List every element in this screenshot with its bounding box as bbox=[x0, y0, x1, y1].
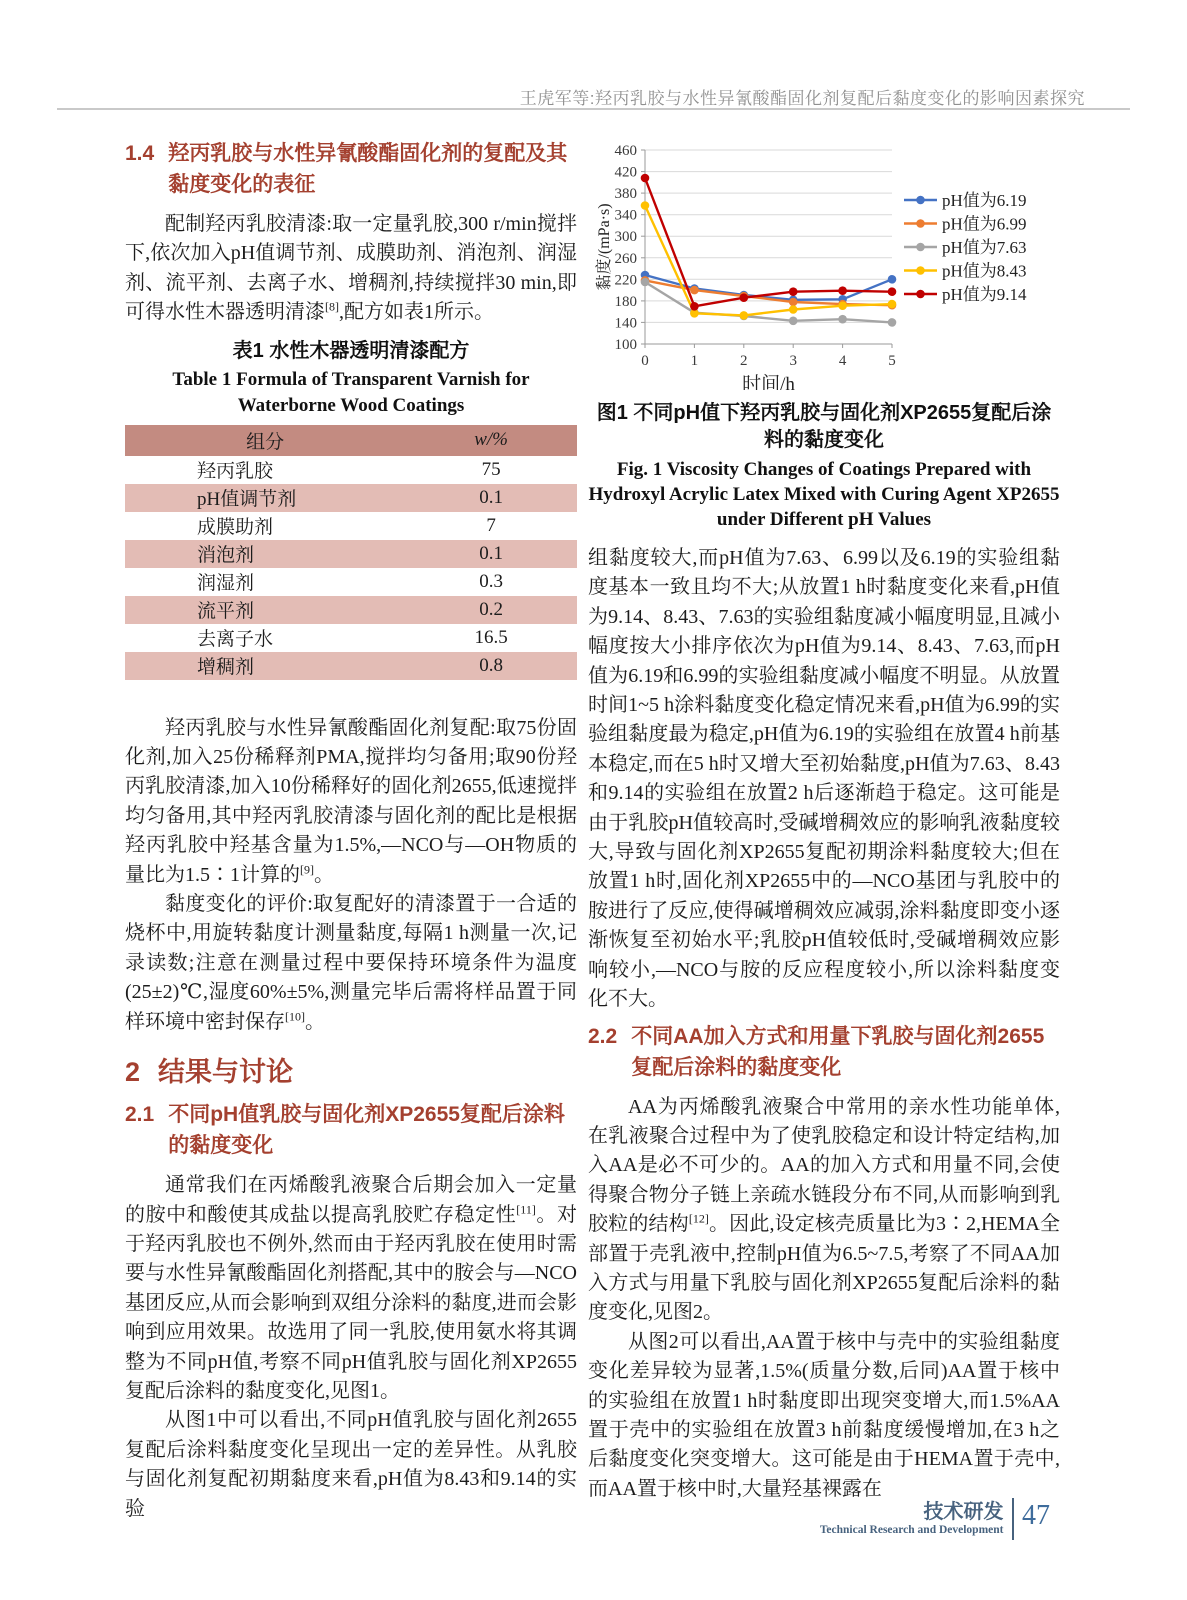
section-heading-2-1 bbox=[125, 1099, 577, 1161]
y-tick-label: 220 bbox=[614, 272, 637, 289]
x-tick-label: 2 bbox=[740, 353, 748, 369]
series-point bbox=[740, 293, 749, 302]
table-caption-en: Table 1 Formula of Transparent Varnish for Waterborne Wood Coatings bbox=[172, 368, 530, 416]
series-point bbox=[690, 302, 699, 311]
series-point bbox=[888, 300, 897, 309]
table-cell: 7 bbox=[486, 514, 496, 536]
y-tick-label: 260 bbox=[614, 250, 637, 267]
table-cell: 消泡剂 bbox=[197, 545, 255, 567]
table-cell: pH值调节剂 bbox=[197, 489, 297, 511]
section-number: 2 bbox=[125, 1057, 141, 1088]
x-tick-label: 3 bbox=[789, 353, 797, 369]
formula-table bbox=[125, 425, 577, 680]
series-point bbox=[641, 278, 650, 287]
table-body bbox=[125, 456, 577, 680]
series-point bbox=[740, 311, 749, 320]
table-cell: 16.5 bbox=[474, 626, 508, 648]
figure-1 bbox=[588, 138, 1060, 390]
table-cell: 0.1 bbox=[479, 486, 503, 508]
table-cell: 0.2 bbox=[479, 598, 503, 620]
table-cell: 成膜助剂 bbox=[197, 517, 274, 539]
section-title: 结果与讨论 bbox=[158, 1057, 294, 1088]
paragraph: 从图2可以看出,AA置于核中与壳中的实验组黏度变化差异较为显著,1.5%(质量分数,后同)AA置于核中的实验组在放置1 h时黏度即出现突变增大,而1.5%AA置于壳中的实验组在放置3 h前黏度缓慢增加,在3 h之后黏度变化突变增大。这可能是由于HEMA置于壳中,而AA置于核中时,大量羟基裸露在 bbox=[588, 1330, 1060, 1500]
x-tick-label: 4 bbox=[838, 353, 847, 369]
paragraph: AA为丙烯酸乳液聚合中常用的亲水性功能单体,在乳液聚合过程中为了使乳胶稳定和设计特定结构,加入AA是必不可少的。AA的加入方式和用量不同,会使得聚合物分子链上亲疏水链段分布不同,从而影响到乳胶粒的结构[12]。因此,设定核壳质量比为3∶2,HEMA全部置于壳乳液中,控制pH值为6.5~7.5,考察了不同AA加入方式与用量下乳胶与固化剂XP2655复配后涂料的黏度变化,见图2。 bbox=[588, 1095, 1061, 1324]
table-row bbox=[125, 624, 577, 652]
y-tick-label: 300 bbox=[614, 229, 637, 246]
page-number: 47 bbox=[1022, 1500, 1050, 1531]
series-point bbox=[789, 317, 798, 326]
legend-marker bbox=[916, 266, 925, 275]
paragraph: 通常我们在丙烯酸乳液聚合后期会加入一定量的胺中和酸使其成盐以提高乳胶贮存稳定性[11]。对于羟丙乳胶也不例外,然而由于羟丙乳胶在使用时需要与水性异氰酸酯固化剂搭配,其中的胺会与—NCO基团反应,从而会影响到双组分涂料的黏度,进而会影响到应用效果。故选用了同一乳胶,使用氨水将其调整为不同pH值,考察不同pH值乳胶与固化剂XP2655复配后涂料的黏度变化,见图1。 bbox=[125, 1174, 578, 1402]
footer bbox=[820, 1498, 1050, 1540]
right-column bbox=[588, 138, 1060, 1504]
y-tick-label: 380 bbox=[614, 186, 637, 203]
table-cell: 0.8 bbox=[479, 654, 503, 676]
section-number: 1.4 bbox=[125, 142, 155, 165]
table-cell: 羟丙乳胶 bbox=[197, 461, 274, 483]
series-point bbox=[789, 287, 798, 296]
table-row bbox=[125, 652, 577, 680]
series-point bbox=[888, 275, 897, 284]
table-cell: 增稠剂 bbox=[197, 657, 255, 679]
paragraph: 从图1中可以看出,不同pH值乳胶与固化剂2655复配后涂料黏度变化呈现出一定的差异性。从乳胶与固化剂复配初期黏度来看,pH值为8.43和9.14的实验 bbox=[125, 1409, 577, 1520]
series-point bbox=[641, 201, 650, 210]
table-row bbox=[125, 568, 577, 596]
legend-label: pH值为6.99 bbox=[942, 214, 1027, 234]
x-tick-label: 1 bbox=[690, 353, 699, 369]
series-point bbox=[888, 287, 897, 296]
table-row bbox=[125, 512, 577, 540]
table-cell: 润湿剂 bbox=[197, 573, 255, 595]
y-tick-label: 460 bbox=[614, 143, 637, 159]
table-cell: 去离子水 bbox=[197, 629, 274, 651]
paragraph: 组黏度较大,而pH值为7.63、6.99以及6.19的实验组黏度基本一致且均不大;从放置1 h时黏度变化来看,pH值为9.14、8.43、7.63的实验组黏度减小幅度明显,且减小幅度按大小排序依次为pH值为9.14、8.43、7.63,而pH值为6.19和6.99的实验组黏度减小幅度不明显。从放置时间1~5 h涂料黏度变化稳定情况来看,pH值为6.99的实验组黏度最为稳定,pH值为6.19的实验组在放置4 h前基本稳定,而在5 h时又增大至初始黏度,pH值为7.63、8.43和9.14的实验组在放置2 h后逐渐趋于稳定。这可能是由于乳胶pH值较高时,受碱增稠效应的影响乳液黏度较大,导致与固化剂XP2655复配初期涂料黏度较大;但在放置1 h时,固化剂XP2655中的—NCO基团与乳胶中的胺进行了反应,使得碱增稠效应减弱,涂料黏度即变小逐渐恢复至初始水平;乳胶pH值较低时,受碱增稠效应影响较小,—NCO与胺的反应程度较小,所以涂料黏度变化不大。 bbox=[588, 547, 1060, 1011]
section-title: 不同pH值乳胶与固化剂XP2655复配后涂料的黏度变化 bbox=[168, 1103, 565, 1158]
legend-label: pH值为8.43 bbox=[942, 261, 1027, 281]
legend-marker bbox=[916, 196, 925, 205]
section-heading-2-2 bbox=[588, 1021, 1060, 1083]
y-axis-label: 黏度/(mPa·s) bbox=[596, 203, 613, 291]
series-point bbox=[838, 315, 847, 324]
footer-section-label bbox=[820, 1501, 1004, 1538]
table-cell: 0.1 bbox=[479, 542, 503, 564]
table-header-wpercent: w/% bbox=[474, 429, 508, 451]
figure-caption-zh: 图1 不同pH值下羟丙乳胶与固化剂XP2655复配后涂料的黏度变化 bbox=[596, 402, 1052, 451]
section-heading-2 bbox=[125, 1055, 577, 1089]
table-cell: 75 bbox=[481, 458, 501, 480]
y-tick-label: 180 bbox=[614, 293, 637, 310]
header-rule bbox=[57, 108, 1130, 110]
left-column bbox=[125, 132, 577, 1524]
table-header-component: 组分 bbox=[246, 431, 285, 453]
section-number: 2.1 bbox=[125, 1103, 155, 1127]
y-tick-label: 140 bbox=[614, 315, 637, 332]
legend-label: pH值为6.19 bbox=[942, 191, 1027, 210]
legend-label: pH值为9.14 bbox=[942, 285, 1027, 304]
footer-divider bbox=[1012, 1498, 1015, 1540]
series-point bbox=[789, 298, 798, 307]
table-caption-zh: 表1 水性木器透明清漆配方 bbox=[232, 339, 470, 362]
series-point bbox=[838, 286, 847, 295]
x-tick-label: 5 bbox=[888, 353, 896, 369]
legend-label: pH值为7.63 bbox=[942, 238, 1027, 257]
table-row bbox=[125, 596, 577, 624]
table-row bbox=[125, 540, 577, 568]
x-axis-label: 时间/h bbox=[742, 374, 795, 390]
y-tick-label: 100 bbox=[614, 337, 637, 353]
y-tick-label: 420 bbox=[614, 164, 637, 181]
footer-section-en: Technical Research and Development bbox=[819, 1523, 1004, 1536]
series-point bbox=[838, 301, 847, 310]
series-point bbox=[690, 286, 699, 295]
paragraph: 黏度变化的评价:取复配好的清漆置于一合适的烧杯中,用旋转黏度计测量黏度,每隔1 h测量一次,记录读数;注意在测量过程中要保持环境条件为温度(25±2)℃,湿度60%±5%,测量完毕后需将样品置于同样环境中密封保存[10]。 bbox=[125, 893, 577, 1033]
section-number: 2.2 bbox=[588, 1024, 618, 1048]
paragraph: 羟丙乳胶与水性异氰酸酯固化剂复配:取75份固化剂,加入25份稀释剂PMA,搅拌均匀备用;取90份羟丙乳胶清漆,加入10份稀释好的固化剂2655,低速搅拌均匀备用,其中羟丙乳胶清漆与固化剂的配比是根据羟丙乳胶中羟基含量为1.5%,—NCO与—OH物质的量比为1.5∶1计算的[9]。 bbox=[125, 716, 577, 886]
legend-marker bbox=[916, 290, 925, 299]
paragraph: 配制羟丙乳胶清漆:取一定量乳胶,300 r/min搅拌下,依次加入pH值调节剂、成膜助剂、消泡剂、润湿剂、流平剂、去离子水、增稠剂,持续搅拌30 min,即可得水性木器透明清漆[8],配方如表1所示。 bbox=[125, 213, 577, 324]
table-header-row bbox=[125, 425, 577, 456]
footer-section-zh: 技术研发 bbox=[923, 1500, 1004, 1523]
figure-caption-en: Fig. 1 Viscosity Changes of Coatings Prepared with Hydroxyl Acrylic Latex Mixed with Curing Agent XP2655 under Different pH Values bbox=[588, 459, 1060, 530]
table-cell: 0.3 bbox=[479, 570, 503, 592]
table-row bbox=[125, 484, 577, 512]
x-tick-label: 0 bbox=[641, 353, 649, 369]
legend-marker bbox=[916, 243, 925, 252]
section-title: 不同AA加入方式和用量下乳胶与固化剂2655复配后涂料的黏度变化 bbox=[631, 1024, 1045, 1079]
header-running-title: 王虎军等:羟丙乳胶与水性异氰酸酯固化剂复配后黏度变化的影响因素探究 bbox=[519, 89, 1085, 108]
viscosity-chart bbox=[588, 138, 1060, 390]
series-point bbox=[641, 174, 650, 183]
table-cell: 流平剂 bbox=[197, 601, 255, 623]
legend-marker bbox=[916, 219, 925, 228]
section-heading-1-4 bbox=[125, 138, 577, 200]
series-point bbox=[789, 305, 798, 314]
table-row bbox=[125, 456, 577, 484]
y-tick-label: 340 bbox=[614, 207, 637, 224]
section-title: 羟丙乳胶与水性异氰酸酯固化剂的复配及其黏度变化的表征 bbox=[168, 142, 568, 196]
series-point bbox=[888, 318, 897, 327]
